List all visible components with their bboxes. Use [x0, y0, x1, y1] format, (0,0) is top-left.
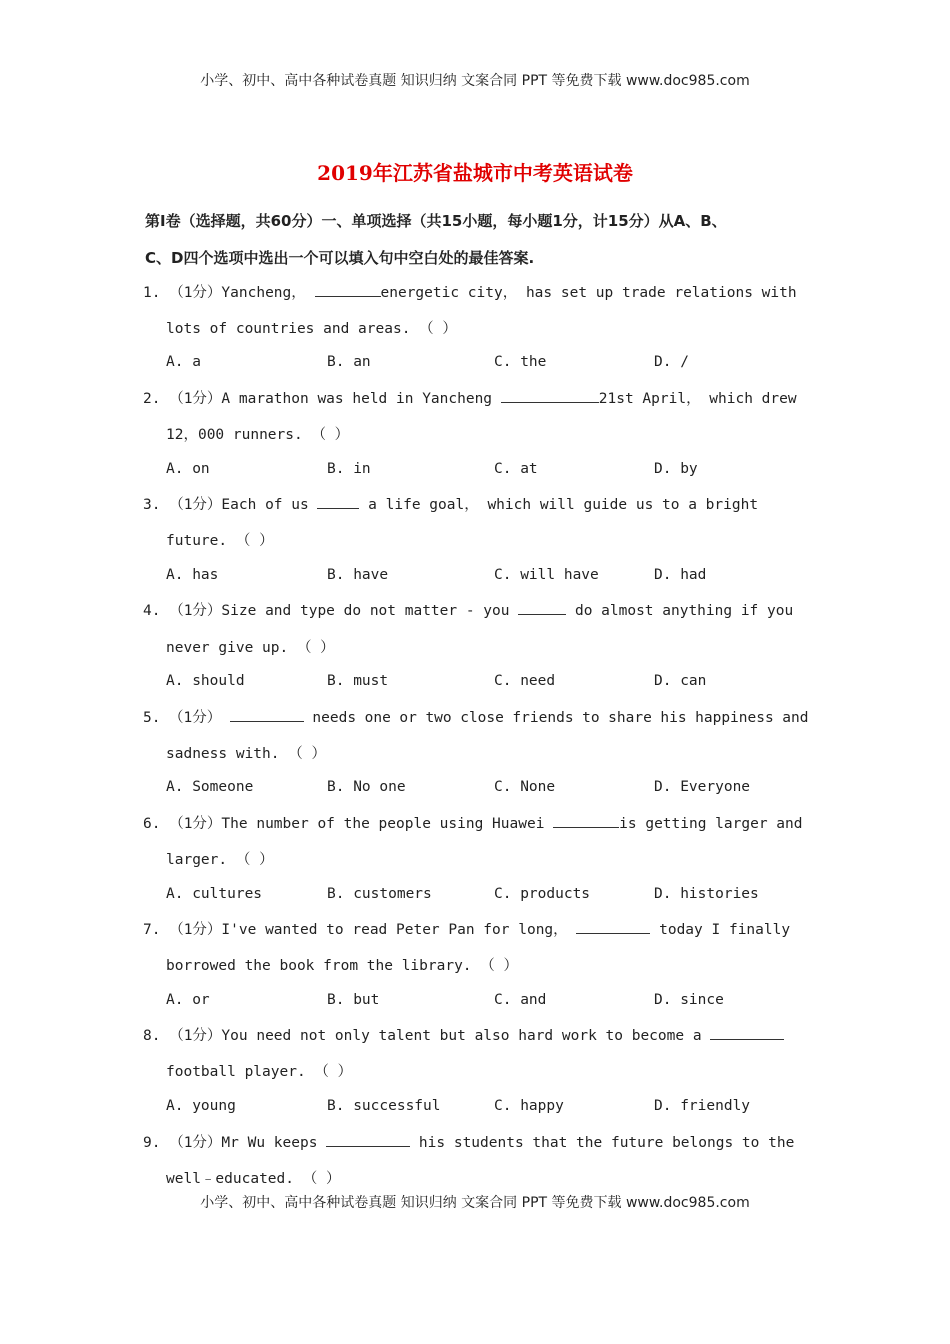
question-5	[143, 707, 808, 728]
question-9	[143, 1132, 808, 1153]
option-c: C. happy	[494, 1098, 564, 1114]
option-c: C. products	[494, 886, 591, 902]
question-text: a life goal， which will guide us to a bright	[359, 497, 759, 513]
question-text: 9. （1分）Mr Wu keeps	[143, 1135, 327, 1151]
question-text: 5. （1分）	[143, 710, 230, 726]
option-d: D. Everyone	[654, 779, 751, 795]
question-text: 2. （1分）A marathon was held in Yancheng	[143, 391, 501, 407]
question-text: 6. （1分）The number of the people using Huawei	[143, 816, 554, 832]
question-text: needs one or two close friends to share his happiness and	[303, 710, 809, 726]
question-3-line-2: future. （ ）	[166, 533, 274, 549]
question-text: 4. （1分）Size and type do not matter - you	[143, 603, 519, 619]
question-text: today I finally	[650, 922, 791, 938]
option-d: D. since	[654, 992, 724, 1008]
question-text: do almost anything if you	[566, 603, 794, 619]
answer-blank	[710, 1025, 784, 1040]
question-2-line-2: 12，000 runners. （ ）	[166, 427, 350, 443]
question-3	[143, 494, 808, 515]
footer-banner: 小学、初中、高中各种试卷真题 知识归纳 文案合同 PPT 等免费下载 www.doc985.com	[200, 1195, 750, 1211]
section-heading-line-1: 第Ⅰ卷（选择题，共60分）一、单项选择（共15小题，每小题1分，计15分）从A、B、	[145, 212, 727, 230]
answer-blank	[315, 282, 381, 297]
question-text: his students that the future belongs to the	[410, 1135, 795, 1151]
option-a: A. cultures	[166, 886, 263, 902]
option-d: D. by	[654, 461, 698, 477]
question-2	[143, 388, 808, 409]
question-text: 8. （1分）You need not only talent but also hard work to become a	[143, 1028, 711, 1044]
option-a: A. or	[166, 992, 210, 1008]
option-b: B. No one	[327, 779, 406, 795]
option-b: B. have	[327, 567, 389, 583]
option-b: B. must	[327, 673, 389, 689]
header-banner: 小学、初中、高中各种试卷真题 知识归纳 文案合同 PPT 等免费下载 www.doc985.com	[200, 73, 750, 89]
answer-blank	[518, 600, 566, 615]
question-text: 7. （1分）I've wanted to read Peter Pan for long，	[143, 922, 577, 938]
question-text: 3. （1分）Each of us	[143, 497, 318, 513]
section-heading-line-2: C、D四个选项中选出一个可以填入句中空白处的最佳答案.	[145, 249, 535, 267]
question-9-line-2: well﹣educated. （ ）	[166, 1171, 341, 1187]
question-text: 1. （1分）Yancheng，	[143, 285, 315, 301]
question-7	[143, 919, 808, 940]
option-a: A. should	[166, 673, 245, 689]
option-a: A. on	[166, 461, 210, 477]
option-c: C. will have	[494, 567, 599, 583]
question-4	[143, 600, 808, 621]
option-b: B. in	[327, 461, 371, 477]
option-c: C. need	[494, 673, 556, 689]
question-6-line-2: larger. （ ）	[166, 852, 274, 868]
page-title: 2019年江苏省盐城市中考英语试卷	[317, 161, 633, 185]
question-8	[143, 1025, 808, 1046]
option-c: C. None	[494, 779, 556, 795]
option-b: B. an	[327, 354, 371, 370]
option-b: B. successful	[327, 1098, 441, 1114]
option-a: A. a	[166, 354, 201, 370]
answer-blank	[317, 494, 359, 509]
option-c: C. at	[494, 461, 538, 477]
answer-blank	[326, 1132, 410, 1147]
option-a: A. has	[166, 567, 219, 583]
option-d: D. can	[654, 673, 707, 689]
answer-blank	[576, 919, 650, 934]
question-8-line-2: football player. （ ）	[166, 1064, 353, 1080]
answer-blank	[501, 388, 599, 403]
option-d: D. friendly	[654, 1098, 751, 1114]
question-5-line-2: sadness with. （ ）	[166, 746, 326, 762]
option-d: D. /	[654, 354, 689, 370]
option-a: A. Someone	[166, 779, 254, 795]
option-c: C. and	[494, 992, 547, 1008]
question-text: 21st April， which drew	[598, 391, 797, 407]
question-7-line-2: borrowed the book from the library. （ ）	[166, 958, 519, 974]
question-4-line-2: never give up. （ ）	[166, 640, 335, 656]
question-1-line-2: lots of countries and areas. （ ）	[166, 321, 457, 337]
option-d: D. had	[654, 567, 707, 583]
option-c: C. the	[494, 354, 547, 370]
question-text: is getting larger and	[619, 816, 803, 832]
answer-blank	[553, 813, 619, 828]
option-b: B. but	[327, 992, 380, 1008]
question-1	[143, 282, 808, 303]
option-a: A. young	[166, 1098, 236, 1114]
question-6	[143, 813, 808, 834]
option-d: D. histories	[654, 886, 759, 902]
question-text: energetic city， has set up trade relations with	[380, 285, 797, 301]
option-b: B. customers	[327, 886, 432, 902]
answer-blank	[230, 707, 304, 722]
